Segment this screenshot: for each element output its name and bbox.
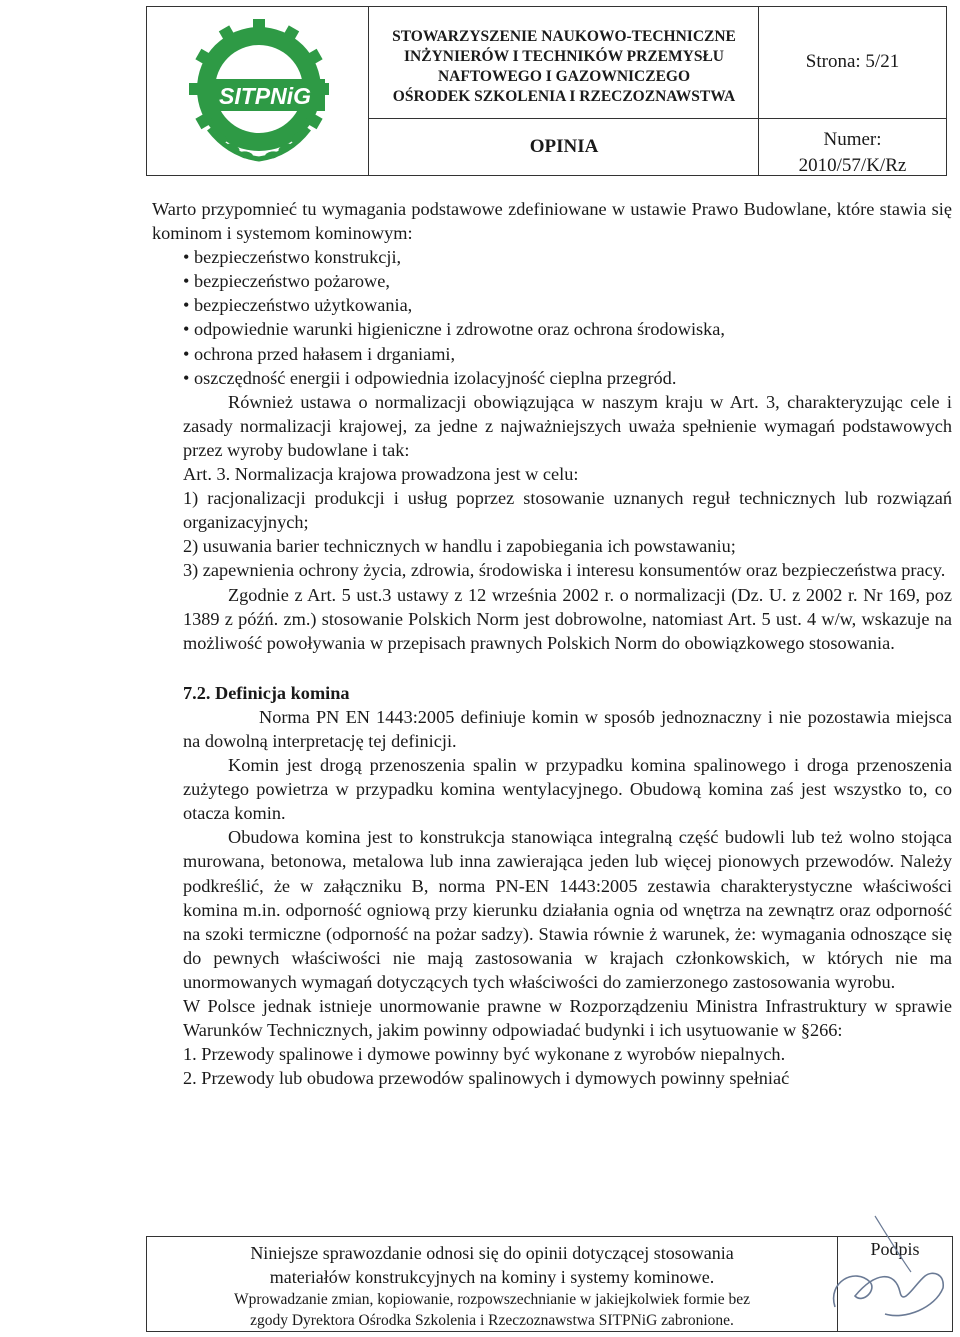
paragraph: W Polsce jednak istnieje unormowanie prawne w Rozporządzeniu Ministra Infrastruktury w sprawie Warunków Technicznych, jakim powinny odpowiadać budynki i ich usytuowanie w §266:	[183, 996, 952, 1041]
document-number	[759, 127, 946, 179]
bullet-item: • bezpieczeństwo konstrukcji,	[152, 245, 952, 269]
sitpnig-logo	[169, 17, 349, 167]
bullet-item: • ochrona przed hałasem i drganiami,	[152, 342, 952, 366]
org-line: INŻYNIERÓW I TECHNIKÓW PRZEMYSŁU	[404, 48, 724, 65]
paragraph: Zgodnie z Art. 5 ust.3 ustawy z 12 września 2002 r. o normalizacji (Dz. U. z 2002 r. Nr 169, poz 1389 z późń. zm.) stosowanie Polskich Norm jest dobrowolne, natomiast Art. 5 ust. 4 w/w, wskazuje na możliwość powoływania w przepisach prawnych Polskich Norm do obowiązkowego stosowania.	[183, 584, 952, 653]
paragraph: Norma PN EN 1443:2005 definiuje komin w sposób jednoznaczny i nie pozostawia miejsca na dowolną interpretację tej definicji.	[183, 706, 952, 751]
numbered-item: 1. Przewody spalinowe i dymowe powinny być wykonane z wyrobów niepalnych.	[183, 1044, 786, 1065]
article-item: 3) zapewnienia ochrony życia, zdrowia, środowiska i interesu konsumentów oraz bezpieczeństwa pracy.	[183, 560, 946, 581]
bullet-item: • oszczędność energii i odpowiednia izolacyjność cieplna przegród.	[152, 366, 952, 390]
paragraph: Obudowa komina jest to konstrukcja stanowiąca integralną część budowli lub też wolno stojąca murowana, betonowa, metalowa lub inna zawierająca jeden lub więcej pionowych przewodów. Należy podkreślić, że w załączniku B, norma PN-EN 1443:2005 zestawia charakterystyczne właściwości komina m.in. odporność ogniową przy kierunku działania ognia od wnętrza na zewnątrz oraz odporność na szoki termiczne (odporność na pożar sadzy). Stawia równie ż warunek, że: wymagania odnoszące się do pewnych właściwości nie mają zastosowania w krajach członkowskich, w których nie ma unormowanych wymagań dotyczących tych właściwości do zamierzonego zastosowania wyrobu.	[183, 827, 952, 992]
paragraph: Również ustawa o normalizacji obowiązująca w naszym kraju w Art. 3, charakteryzując cele i zasady normalizacji krajowej, za jedne z najważniejszych uważa spełnienie wymagań podstawowych przez wyroby budowlane i tak:	[183, 391, 952, 460]
bullet-item: • bezpieczeństwo użytkowania,	[152, 293, 952, 317]
numbered-item: 2. Przewody lub obudowa przewodów spalinowych i dymowych powinny spełniać	[183, 1068, 790, 1089]
svg-text:SITPNiG: SITPNiG	[218, 83, 312, 109]
article-heading: Art. 3. Normalizacja krajowa prowadzona jest w celu:	[183, 464, 579, 485]
section-heading: 7.2. Definicja komina	[183, 682, 350, 703]
org-line: OŚRODEK SZKOLENIA I RZECZOZNAWSTWA	[392, 88, 736, 105]
bullet-item: • odpowiednie warunki higieniczne i zdrowotne oraz ochrona środowiska,	[152, 317, 952, 341]
document-body	[152, 197, 952, 1090]
header-divider	[368, 118, 946, 119]
org-line: STOWARZYSZENIE NAUKOWO-TECHNICZNE	[392, 28, 736, 45]
footer-line: zgody Dyrektora Ośrodka Szkolenia i Rzeczoznawstwa SITPNiG zabronione.	[250, 1312, 734, 1329]
paragraph: Komin jest drogą przenoszenia spalin w przypadku komina spalinowego i droga przenoszenia zużytego powietrza w przypadku komina wentylacyjnego. Obudową komina zaś jest wszystko to, co otacza komin.	[183, 755, 952, 824]
footer-notice	[147, 1241, 837, 1331]
footer-line: Niniejsze sprawozdanie odnosi się do opinii dotyczącej stosowania	[250, 1243, 734, 1263]
footer-line: materiałów konstrukcyjnych na kominy i systemy kominowe.	[269, 1267, 715, 1287]
page-number: Strona: 5/21	[805, 51, 900, 72]
intro-paragraph: Warto przypomnieć tu wymagania podstawowe zdefiniowane w ustawie Prawo Budowlane, które stawia się kominom i systemom kominowym:	[152, 199, 952, 244]
footer-line: Wprowadzanie zmian, kopiowanie, rozpowszechnianie w jakiejkolwiek formie bez	[233, 1291, 751, 1308]
document-type: OPINIA	[529, 136, 599, 157]
number-label: Numer:	[823, 129, 882, 150]
org-line: NAFTOWEGO I GAZOWNICZEGO	[437, 68, 691, 85]
article-item: 1) racjonalizacji produkcji i usług poprzez stosowanie uznanych reguł technicznych lub rozwiązań organizacyjnych;	[183, 488, 952, 533]
signature-label: Podpis	[870, 1239, 920, 1259]
handwritten-signature	[815, 1212, 955, 1337]
organization-name	[369, 27, 759, 107]
number-value: 2010/57/K/Rz	[798, 155, 907, 176]
document-header	[146, 6, 947, 176]
article-item: 2) usuwania barier technicznych w handlu i zapobiegania ich powstawaniu;	[183, 536, 736, 557]
bullet-item: • bezpieczeństwo pożarowe,	[152, 269, 952, 293]
